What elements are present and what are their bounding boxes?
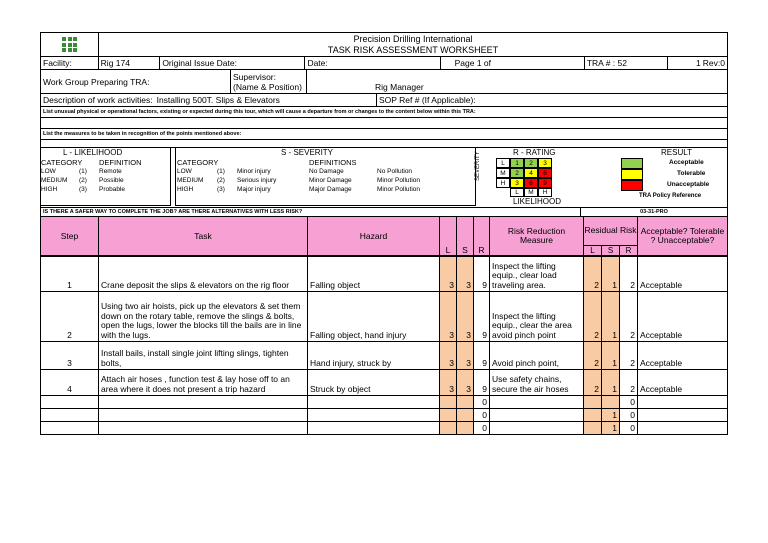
step-cell: 3 <box>41 342 99 369</box>
description-value: Installing 500T. Slips & Elevators <box>156 95 280 105</box>
rating-cell-3-3: 9 <box>538 178 552 188</box>
residual-s-cell: 1 <box>602 342 620 369</box>
likelihood-axis-label: LIKELIHOOD <box>513 197 562 206</box>
residual-r-header: R <box>625 246 632 255</box>
l-row-medium: MEDIUM (2) Possible <box>41 177 124 184</box>
tra-worksheet <box>40 32 728 435</box>
residual-s-cell: 1 <box>602 422 620 434</box>
l-row-low: LOW (1) Remote <box>41 168 122 175</box>
rating-cell-2-3: 6 <box>538 168 552 178</box>
result-cell <box>638 422 727 434</box>
tra-number: TRA # : 52 <box>585 57 669 69</box>
col-result-header: Acceptable? Tolerable ? Unacceptable? <box>638 217 727 255</box>
residual-r-cell: 2 <box>620 292 638 341</box>
result-swatch-red <box>621 180 643 191</box>
logo <box>41 33 99 56</box>
rating-row-h: H <box>496 178 510 188</box>
rating-cell-1-1: 1 <box>510 158 524 168</box>
residual-r-cell: 2 <box>620 370 638 395</box>
result-cell <box>638 409 727 421</box>
measure-cell: Avoid pinch point, <box>490 342 584 369</box>
r-cell: 9 <box>474 257 490 291</box>
result-title: RESULT <box>661 148 692 157</box>
r-cell: 0 <box>474 409 490 421</box>
l-cell: 3 <box>440 292 457 341</box>
rating-row-l: L <box>496 158 510 168</box>
hazard-cell <box>308 396 440 408</box>
s-row-low: LOW (1) Minor injury No Damage No Pollution <box>177 168 413 175</box>
measures-row <box>40 129 728 140</box>
residual-l-cell: 2 <box>584 342 602 369</box>
date-label: Date: <box>305 57 440 69</box>
rev-label: Rev:0 <box>702 58 725 68</box>
task-cell: Attach air hoses , function test & lay hose off to an area where it does not present a trip hazard <box>99 370 308 395</box>
table-row <box>40 422 728 435</box>
table-body <box>40 256 728 435</box>
result-cell: Acceptable <box>640 280 683 290</box>
r-cell: 0 <box>474 422 490 434</box>
measure-cell: Inspect the lifting equip., clear load traveling area. <box>490 257 584 291</box>
s-cell: 3 <box>457 370 474 395</box>
l-cell <box>440 396 457 408</box>
policy-reference: TRA Policy Reference <box>639 193 702 199</box>
s-row-medium: MEDIUM (2) Serious injury Minor Damage Minor Pollution <box>177 177 420 184</box>
unusual-blank <box>40 118 728 129</box>
step-cell <box>41 409 99 421</box>
table-row <box>40 396 728 409</box>
supervisor-value: Rig Manager <box>375 82 424 92</box>
result-cell: Acceptable <box>640 384 683 394</box>
residual-s-cell: 1 <box>602 409 620 421</box>
rating-cell-1-3: 3 <box>538 158 552 168</box>
title-block <box>99 33 727 56</box>
residual-r-cell: 2 <box>620 342 638 369</box>
supervisor-label-2: (Name & Position) <box>233 81 302 92</box>
col-measure-header: Risk Reduction Measure <box>490 217 584 255</box>
l-definition-label: DEFINITION <box>99 158 142 167</box>
s-cell <box>457 396 474 408</box>
s-cell: 3 <box>457 292 474 341</box>
s-row-high: HIGH (3) Major injury Major Damage Minor Pollution <box>177 186 420 193</box>
safer-way-row <box>40 208 728 217</box>
measure-cell <box>490 409 584 421</box>
task-cell: Install bails, install single joint lifting slings, tighten bolts, <box>99 342 308 369</box>
result-acceptable: Acceptable <box>669 159 704 166</box>
result-tolerable: Tolerable <box>677 170 706 177</box>
result-swatch-green <box>621 158 643 169</box>
task-cell: Crane deposit the slips & elevators on the rig floor <box>99 257 308 291</box>
facility-row <box>40 57 728 70</box>
table-row <box>40 409 728 422</box>
table-row <box>40 292 728 342</box>
col-r-header: R <box>474 217 490 255</box>
rating-cell-1-2: 2 <box>524 158 538 168</box>
residual-l-cell: 2 <box>584 292 602 341</box>
rating-cell-2-2: 4 <box>524 168 538 178</box>
result-unacceptable: Unacceptable <box>667 181 710 188</box>
rating-col-m: M <box>524 188 538 197</box>
l-category-label: CATEGORY <box>41 158 83 167</box>
residual-s-cell <box>602 396 620 408</box>
rev-field <box>668 57 727 69</box>
r-cell: 9 <box>474 370 490 395</box>
residual-risk-label: Residual Risk <box>584 225 637 236</box>
task-cell <box>99 409 308 421</box>
facility-value: Rig 174 <box>99 57 161 69</box>
col-s-header: S <box>457 217 474 255</box>
table-row <box>40 342 728 370</box>
rating-cell-3-1: 3 <box>510 178 524 188</box>
table-row <box>40 370 728 396</box>
residual-r-cell: 0 <box>620 409 638 421</box>
measures-text: List the measures to be taken in recognition of the points mentioned above: <box>43 131 242 137</box>
worksheet-title: TASK RISK ASSESSMENT WORKSHEET <box>327 44 499 55</box>
facility-label: Facility: <box>41 57 99 69</box>
rating-cell-2-1: 2 <box>510 168 524 178</box>
l-cell <box>440 409 457 421</box>
residual-l-cell <box>584 422 602 434</box>
hazard-cell <box>308 422 440 434</box>
residual-r-cell: 2 <box>620 257 638 291</box>
rev-number: 1 <box>696 58 701 68</box>
supervisor-label-1: Supervisor: <box>233 71 276 82</box>
workgroup-row <box>40 70 728 94</box>
task-cell: Using two air hoists, pick up the elevators & set them down on the rotary table, remove the slings & bolts, open the lugs, lower the blocks till the bails are in line with the lugs. <box>99 292 308 341</box>
page-label: Page 1 of <box>441 57 585 69</box>
measure-cell <box>490 422 584 434</box>
rating-col-h: H <box>538 188 552 197</box>
hazard-cell: Struck by object <box>308 370 440 395</box>
description-row <box>40 94 728 107</box>
residual-s-header: S <box>602 246 620 255</box>
l-cell: 3 <box>440 257 457 291</box>
residual-l-cell: 2 <box>584 257 602 291</box>
l-cell: 3 <box>440 342 457 369</box>
workgroup-label: Work Group Preparing TRA: <box>41 70 231 93</box>
description-label: Description of work activities: <box>43 95 153 105</box>
policy-number-cell <box>581 208 727 216</box>
unusual-blank-cell <box>41 118 727 128</box>
hazard-cell <box>308 409 440 421</box>
step-cell <box>41 422 99 434</box>
severity-title: S - SEVERITY <box>281 148 334 157</box>
safer-way-text: IS THERE A SAFER WAY TO COMPLETE THE JOB? ARE THERE ALTERNATIVES WITH LESS RISK? <box>41 208 581 216</box>
s-category-label: CATEGORY <box>177 158 219 167</box>
step-cell: 2 <box>41 292 99 341</box>
residual-r-cell: 0 <box>620 396 638 408</box>
s-cell <box>457 422 474 434</box>
l-row-high: HIGH (3) Probable <box>41 186 126 193</box>
rating-title: R - RATING <box>513 148 556 157</box>
unusual-row <box>40 107 728 118</box>
issue-date-label: Original Issue Date: <box>160 57 305 69</box>
measure-cell: Use safety chains, secure the air hoses <box>490 370 584 395</box>
residual-r-cell: 0 <box>620 422 638 434</box>
task-cell <box>99 396 308 408</box>
residual-s-cell: 1 <box>602 292 620 341</box>
company-logo-icon <box>62 37 77 52</box>
table-header <box>40 217 728 256</box>
s-definitions-label: DEFINITIONS <box>309 158 357 167</box>
step-cell: 4 <box>41 370 99 395</box>
l-cell: 3 <box>440 370 457 395</box>
residual-s-cell: 1 <box>602 370 620 395</box>
residual-l-cell <box>584 396 602 408</box>
result-cell: Acceptable <box>640 330 683 340</box>
s-cell: 3 <box>457 257 474 291</box>
step-cell: 1 <box>41 257 99 291</box>
title-row <box>40 32 728 57</box>
residual-l-header: L <box>584 246 602 255</box>
legend-area <box>40 148 728 208</box>
measures-blank <box>40 140 728 148</box>
result-cell <box>638 396 727 408</box>
step-cell <box>41 396 99 408</box>
residual-l-cell <box>584 409 602 421</box>
table-row <box>40 256 728 292</box>
measure-cell <box>490 396 584 408</box>
measures-blank-cell <box>41 140 727 147</box>
policy-number: 03-31-PRO <box>640 209 668 215</box>
col-step-header: Step <box>41 217 99 255</box>
description-field <box>41 94 377 106</box>
col-hazard-header: Hazard <box>308 217 440 255</box>
unusual-factors-text: List unusual physical or operational factors, existing or expected during this tour, which will cause a departure from or changes to the content below within this TRA: <box>43 109 476 115</box>
s-cell: 3 <box>457 342 474 369</box>
residual-s-cell: 1 <box>602 257 620 291</box>
measure-cell: Inspect the lifting equip., clear the area avoid pinch point <box>490 292 584 341</box>
result-cell: Acceptable <box>640 358 683 368</box>
col-task-header: Task <box>99 217 308 255</box>
hazard-cell: Hand injury, struck by <box>308 342 440 369</box>
company-name: Precision Drilling International <box>353 33 473 44</box>
task-cell <box>99 422 308 434</box>
likelihood-title: L - LIKELIHOOD <box>63 148 123 157</box>
rating-col-l: L <box>510 188 524 197</box>
r-cell: 9 <box>474 292 490 341</box>
col-residual-header <box>584 217 638 255</box>
residual-l-cell: 2 <box>584 370 602 395</box>
severity-vertical-label: SEVERITY <box>475 151 481 181</box>
s-cell <box>457 409 474 421</box>
hazard-cell: Falling object <box>308 257 440 291</box>
supervisor-label <box>231 70 307 93</box>
hazard-cell: Falling object, hand injury <box>308 292 440 341</box>
rating-cell-3-2: 6 <box>524 178 538 188</box>
col-l-header: L <box>440 217 457 255</box>
residual-subheaders <box>584 245 637 255</box>
l-cell <box>440 422 457 434</box>
r-cell: 9 <box>474 342 490 369</box>
result-swatch-yellow <box>621 169 643 180</box>
r-cell: 0 <box>474 396 490 408</box>
rating-row-m: M <box>496 168 510 178</box>
sop-label: SOP Ref # (If Applicable): <box>379 95 476 105</box>
